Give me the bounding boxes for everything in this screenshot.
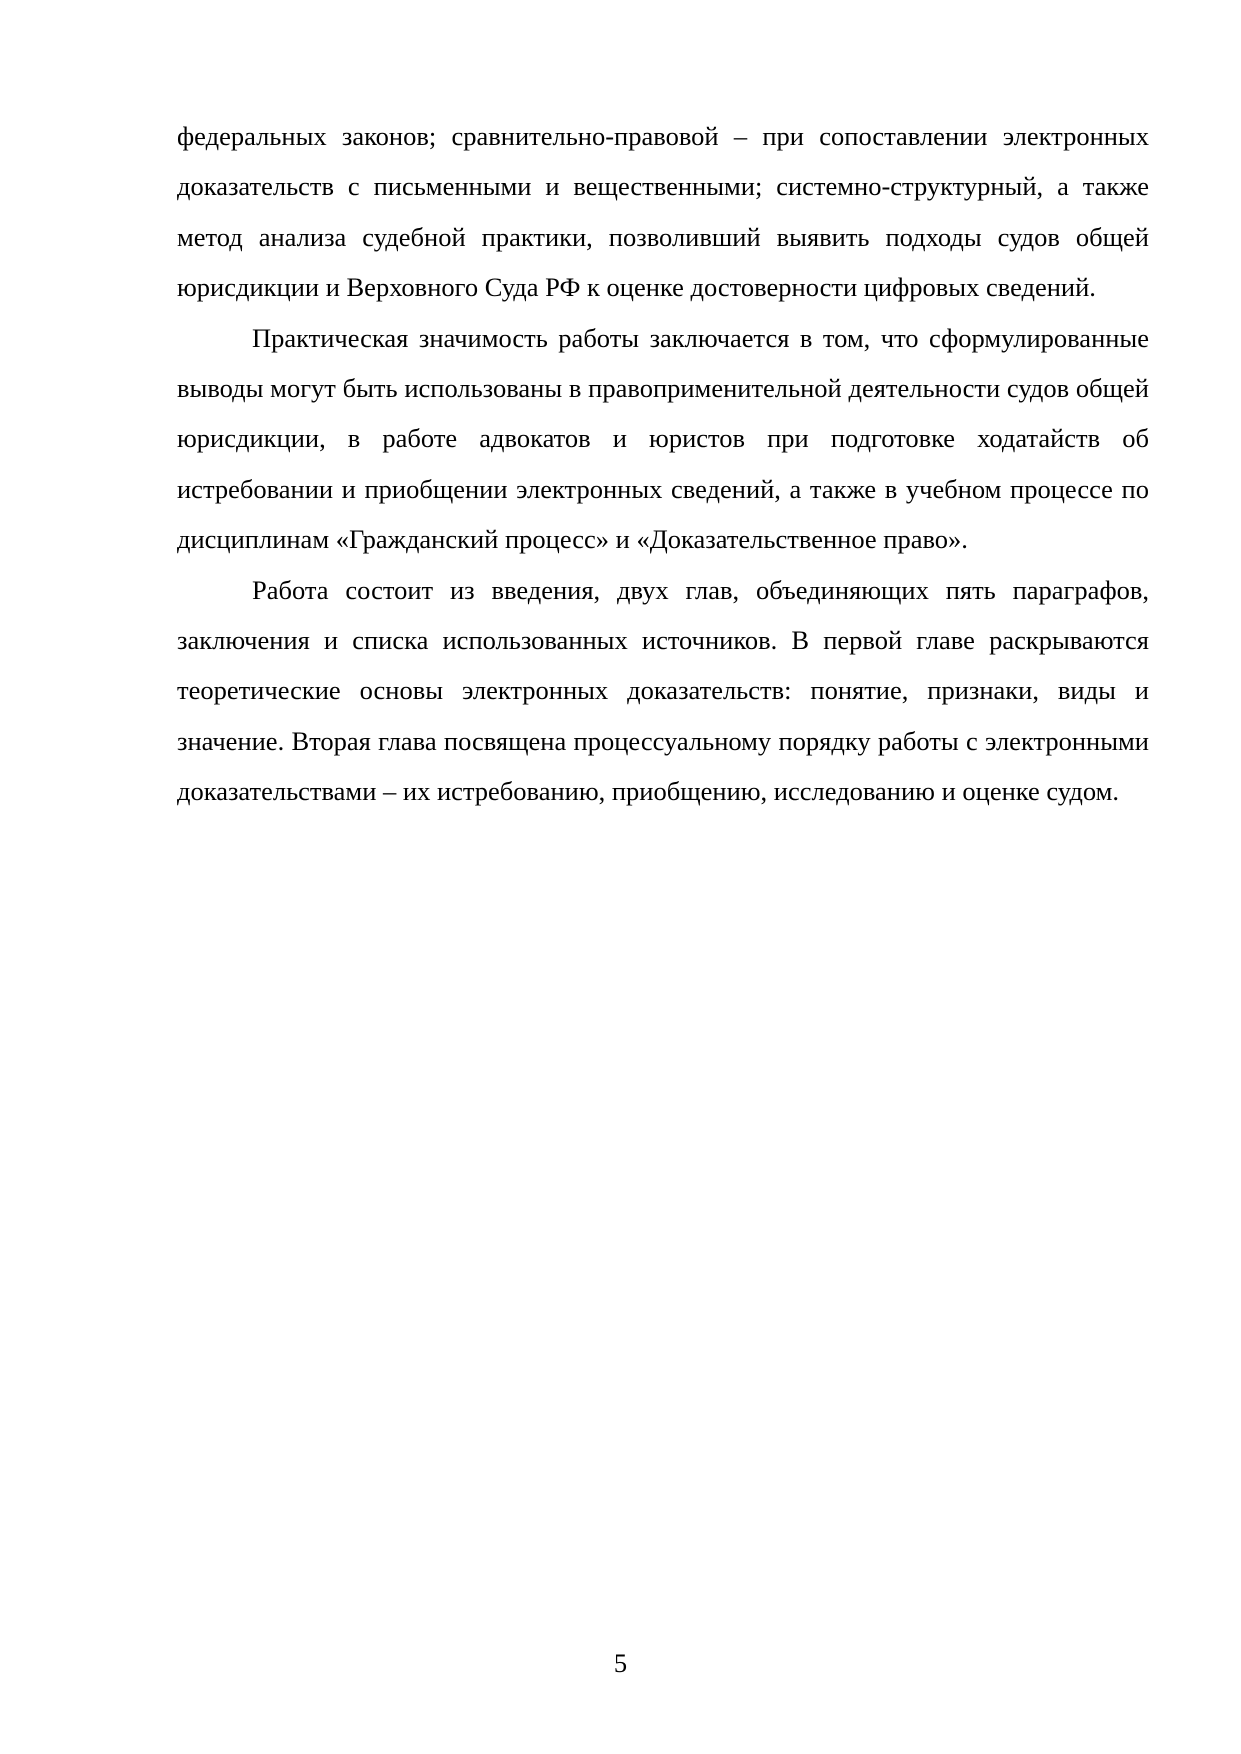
- page-number: 5: [613, 1648, 628, 1678]
- paragraph-continuation: федеральных законов; сравнительно-правовой – при сопоставлении электронных доказательств с письменными и вещественными; системно-структурный, а также метод анализа судебной практики, позволивший выявить подходы судов общей юрисдикции и Верховного Суда РФ к оценке достоверности цифровых сведений.: [177, 121, 1149, 303]
- document-body: [177, 111, 1149, 817]
- paragraph-work-structure: Работа состоит из введения, двух глав, объединяющих пять параграфов, заключения и списка использованных источников. В первой главе раскрываются теоретические основы электронных доказательств: понятие, признаки, виды и значение. Вторая глава посвящена процессуальному порядку работы с электронными доказательствами – их истребованию, приобщению, исследованию и оценке судом.: [177, 574, 1149, 807]
- paragraph-practical-significance: Практическая значимость работы заключается в том, что сформулированные выводы могут быть использованы в правоприменительной деятельности судов общей юрисдикции, в работе адвокатов и юристов при подготовке ходатайств об истребовании и приобщении электронных сведений, а также в учебном процессе по дисциплинам «Гражданский процесс» и «Доказательственное право».: [177, 322, 1149, 555]
